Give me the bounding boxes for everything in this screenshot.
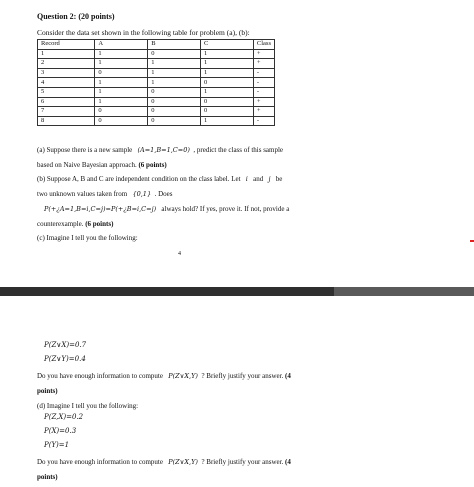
table-cell: 1: [201, 116, 254, 126]
part-c-points-line: [37, 387, 58, 395]
table-cell: 1: [38, 49, 95, 59]
table-cell: 0: [148, 87, 201, 97]
table-header-cell: Class: [253, 40, 274, 50]
part-a-line-2: [37, 161, 167, 169]
part-b-line-2: [37, 190, 172, 198]
table-row: [38, 116, 275, 126]
part-b-line-3: [44, 205, 289, 213]
table-row: [38, 87, 275, 97]
page-separator: [0, 287, 474, 296]
table-cell: +: [253, 49, 274, 59]
table-cell: 7: [38, 107, 95, 117]
data-table: [37, 39, 275, 126]
table-cell: 0: [201, 107, 254, 117]
part-d-equation: P(X)=0.3: [44, 427, 77, 435]
table-cell: -: [253, 87, 274, 97]
table-cell: 8: [38, 116, 95, 126]
part-c-question-math: P(Z∨X,Y): [168, 372, 198, 380]
part-d-points: points): [37, 473, 58, 481]
table-cell: -: [253, 68, 274, 78]
table-cell: 1: [95, 87, 148, 97]
part-b-line-1: [37, 175, 282, 183]
part-b-text: (b) Suppose A, B and C are independent condition on the class label. Let: [37, 175, 241, 183]
table-cell: 6: [38, 97, 95, 107]
table-cell: 0: [95, 116, 148, 126]
part-a-sample-math: (A=1,B=1,C=0): [137, 146, 190, 154]
table-row: [38, 78, 275, 88]
table-cell: 2: [38, 59, 95, 69]
table-cell: 0: [148, 107, 201, 117]
part-d-line-1: (d) Imagine I tell you the following:: [37, 402, 139, 410]
table-cell: 5: [38, 87, 95, 97]
table-cell: 1: [201, 87, 254, 97]
part-c-text: ? Briefly justify your answer.: [201, 372, 284, 380]
part-c-points: points): [37, 387, 58, 395]
table-cell: 0: [148, 116, 201, 126]
part-a-text: based on Naive Bayesian approach.: [37, 161, 137, 169]
part-b-text: always hold? If yes, prove it. If not, provide a: [161, 205, 290, 213]
table-cell: +: [253, 107, 274, 117]
table-cell: 1: [95, 97, 148, 107]
table-header-row: [38, 40, 275, 50]
part-b-value-set: {0,1}: [132, 190, 152, 198]
table-cell: 1: [95, 59, 148, 69]
table-cell: 1: [201, 49, 254, 59]
part-b-text: and: [253, 175, 264, 183]
table-cell: 3: [38, 68, 95, 78]
table-cell: +: [253, 59, 274, 69]
part-d-question: [37, 458, 291, 466]
table-cell: 1: [148, 68, 201, 78]
part-a-line-1: [37, 146, 283, 154]
table-row: [38, 68, 275, 78]
table-cell: 0: [148, 97, 201, 107]
part-c-equation: P(Z∨Y)=0.4: [44, 355, 86, 363]
part-a-text: , predict the class of this sample: [193, 146, 284, 154]
table-cell: 1: [148, 59, 201, 69]
part-b-text: . Does: [154, 190, 173, 198]
part-c-question: [37, 372, 291, 380]
table-row: [38, 107, 275, 117]
question-heading: Question 2: (20 points): [37, 12, 115, 21]
part-c-line-1: (c) Imagine I tell you the following:: [37, 234, 138, 242]
part-c-equation: P(Z∨X)=0.7: [44, 341, 87, 349]
table-cell: -: [253, 78, 274, 88]
table-cell: +: [253, 97, 274, 107]
part-b-line-4: [37, 220, 113, 228]
part-a-points: (6 points): [138, 161, 167, 169]
part-d-points: (4: [285, 458, 291, 466]
table-row: [38, 59, 275, 69]
table-cell: 4: [38, 78, 95, 88]
document-page-2: [0, 296, 474, 487]
part-b-var-j: j: [268, 175, 271, 183]
table-header-cell: A: [95, 40, 148, 50]
table-row: [38, 49, 275, 59]
part-b-formula: P(+¿A=1,B=i,C=j)=P(+¿B=i,C=j): [44, 205, 157, 213]
table-header-cell: C: [201, 40, 254, 50]
question-intro: Consider the data set shown in the following table for problem (a), (b):: [37, 28, 250, 37]
table-header-cell: Record: [38, 40, 95, 50]
part-c-points: (4: [285, 372, 291, 380]
table-cell: 0: [148, 49, 201, 59]
page-separator-shade: [334, 287, 474, 296]
part-d-text: Do you have enough information to compute: [37, 458, 163, 466]
table-cell: 1: [201, 68, 254, 78]
part-b-text: two unknown values taken from: [37, 190, 128, 198]
part-b-points: (6 points): [85, 220, 114, 228]
table-cell: 1: [148, 78, 201, 88]
part-a-text: (a) Suppose there is a new sample: [37, 146, 133, 154]
table-cell: 0: [201, 78, 254, 88]
part-b-text: be: [275, 175, 283, 183]
table-row: [38, 97, 275, 107]
part-d-equation: P(Z,X)=0.2: [44, 413, 84, 421]
part-b-var-i: i: [245, 175, 248, 183]
table-cell: 1: [95, 49, 148, 59]
table-cell: 0: [95, 107, 148, 117]
table-cell: 1: [201, 59, 254, 69]
part-d-points-line: [37, 473, 58, 481]
table-cell: 0: [95, 68, 148, 78]
part-d-question-math: P(Z∨X,Y): [168, 458, 198, 466]
table-header-cell: B: [148, 40, 201, 50]
page-number: 4: [178, 251, 181, 257]
scroll-marker: [470, 240, 474, 242]
part-b-text: counterexample.: [37, 220, 84, 228]
part-d-text: ? Briefly justify your answer.: [201, 458, 284, 466]
part-c-text: Do you have enough information to compute: [37, 372, 163, 380]
table-cell: 0: [201, 97, 254, 107]
part-d-equation: P(Y)=1: [44, 441, 70, 449]
table-cell: -: [253, 116, 274, 126]
table-cell: 1: [95, 78, 148, 88]
